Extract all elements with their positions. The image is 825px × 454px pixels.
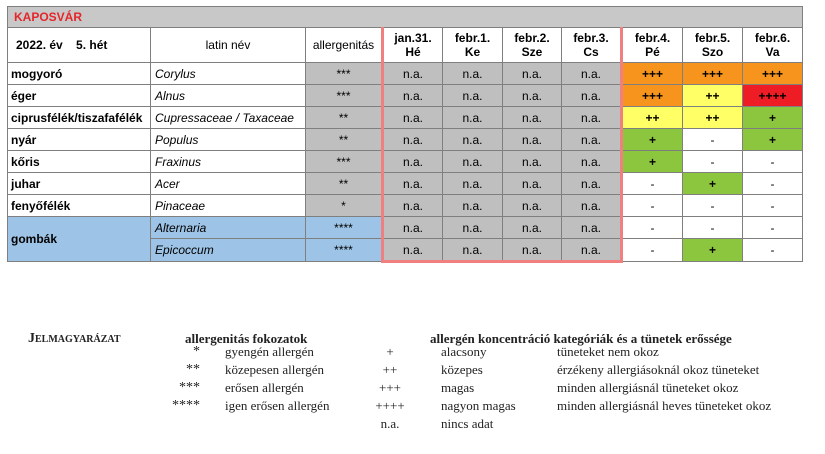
level-cell: n.a. [443,239,503,262]
level-cell: n.a. [503,195,562,217]
day-name: Hé [405,45,421,59]
table-row [8,107,803,129]
table-row [8,63,803,85]
level-cell: n.a. [443,217,503,239]
level-cell: - [622,217,683,239]
day-name: Pé [645,45,660,59]
symptom-effect: tüneteket nem okoz [557,344,659,359]
level-cell: n.a. [562,195,622,217]
plant-rows [8,63,803,217]
day-name: Ke [464,45,481,59]
concentration-label: magas [441,380,475,395]
level-cell: n.a. [383,239,443,262]
concentration-label: nagyon magas [441,398,516,413]
plant-name: nyár [8,129,151,151]
table-row [8,85,803,107]
level-cell: n.a. [562,173,622,195]
level-cell: + [683,239,743,262]
legend-title: Jelmagyarázat [28,331,121,346]
day-date: febr.2. [514,31,550,45]
level-cell: - [683,217,743,239]
day-header [562,28,622,63]
allergenicity-label: közepesen allergén [225,362,325,377]
allergenicity-cell: **** [306,217,383,239]
level-cell: n.a. [443,129,503,151]
allergenicity-label: igen erősen allergén [225,398,330,413]
level-cell: n.a. [503,107,562,129]
week-label: 2022. év 5. hét [8,28,151,63]
table-row [8,129,803,151]
day-name: Cs [583,45,599,59]
allergenicity-cell: ** [306,129,383,151]
day-header [503,28,562,63]
allergenicity-symbol: **** [172,398,200,413]
level-cell: + [622,129,683,151]
allergenicity-cell: *** [306,63,383,85]
table-row [8,195,803,217]
latin-name: Fraxinus [151,151,306,173]
table-header-row [8,28,803,63]
level-cell: - [743,239,803,262]
level-cell: n.a. [443,195,503,217]
level-cell: n.a. [383,151,443,173]
allergenicity-symbol: * [193,344,200,359]
day-header [443,28,503,63]
level-cell: n.a. [562,63,622,85]
level-cell: n.a. [443,63,503,85]
day-header [622,28,683,63]
level-cell: n.a. [383,195,443,217]
allergenicity-cell: *** [306,85,383,107]
level-cell: n.a. [443,107,503,129]
fungi-rows [8,217,803,262]
allergenicity-label: gyengén allergén [225,344,314,359]
level-cell: n.a. [383,129,443,151]
level-cell: - [743,195,803,217]
level-cell: - [622,239,683,262]
legend-row [0,362,825,380]
concentration-symbol: +++ [379,380,401,395]
level-cell: - [683,195,743,217]
day-name: Sze [521,45,543,59]
day-header [683,28,743,63]
concentration-label: közepes [441,362,483,377]
table-row [8,151,803,173]
level-cell: n.a. [443,173,503,195]
plant-name: ciprusfélék/tiszafafélék [8,107,151,129]
level-cell: n.a. [503,151,562,173]
allergenicity-legend-title: allergenitás fokozatok [185,331,308,346]
level-cell: n.a. [503,63,562,85]
level-cell: +++ [683,63,743,85]
level-cell: ++ [683,85,743,107]
latin-name: Alnus [151,85,306,107]
allergenicity-cell: ** [306,173,383,195]
level-cell: n.a. [503,239,562,262]
allergenicity-cell: *** [306,151,383,173]
plant-name: éger [8,85,151,107]
level-cell: n.a. [562,239,622,262]
latin-name: Acer [151,173,306,195]
level-cell: - [622,173,683,195]
allergenicity-label: erősen allergén [225,380,304,395]
level-cell: n.a. [443,151,503,173]
allergenicity-symbol: ** [186,362,200,377]
level-cell: + [683,173,743,195]
level-cell: - [743,217,803,239]
plant-name: kőris [8,151,151,173]
level-cell: +++ [743,63,803,85]
concentration-symbol: n.a. [380,416,400,431]
level-cell: n.a. [503,217,562,239]
pollen-table [7,6,803,263]
legend-row [0,416,825,434]
day-date: febr.6. [754,31,791,45]
level-cell: +++ [622,85,683,107]
latin-name: Populus [151,129,306,151]
level-cell: - [743,173,803,195]
level-cell: + [743,107,803,129]
allergenicity-cell: **** [306,239,383,262]
symptom-effect: minden allergiásnál heves tüneteket okoz [557,398,772,413]
allergenicity-cell: ** [306,107,383,129]
level-cell: n.a. [503,129,562,151]
day-date: febr.4. [634,31,671,45]
latin-name: Cupressaceae / Taxaceae [151,107,306,129]
legend [0,328,825,448]
level-cell: +++ [622,63,683,85]
concentration-label: nincs adat [441,416,494,431]
symptom-effect: érzékeny allergiásoknál okoz tüneteket [557,362,760,377]
day-date: febr.5. [694,31,731,45]
concentration-label: alacsony [441,344,487,359]
level-cell: n.a. [383,217,443,239]
day-date: jan.31. [394,31,432,45]
day-header [743,28,803,63]
level-cell: - [683,151,743,173]
allergenicity-header: allergenitás [306,28,383,63]
level-cell: ++ [622,107,683,129]
level-cell: n.a. [503,85,562,107]
level-cell: n.a. [562,85,622,107]
level-cell: - [622,195,683,217]
level-cell: n.a. [383,63,443,85]
legend-row [0,380,825,398]
table-title-row [8,7,803,28]
level-cell: n.a. [383,173,443,195]
plant-name: fenyőfélék [8,195,151,217]
allergenicity-cell: * [306,195,383,217]
level-cell: ++ [683,107,743,129]
day-date: febr.1. [454,31,491,45]
level-cell: n.a. [562,151,622,173]
concentration-symbol: ++++ [375,398,405,413]
level-cell: n.a. [383,107,443,129]
latin-name: Epicoccum [151,239,306,262]
plant-name: juhar [8,173,151,195]
day-name: Szo [701,45,724,59]
latin-name: Pinaceae [151,195,306,217]
level-cell: n.a. [503,173,562,195]
fungi-group-name: gombák [8,217,151,262]
level-cell: n.a. [443,85,503,107]
latin-name: Corylus [151,63,306,85]
plant-name: mogyoró [8,63,151,85]
day-name: Va [765,45,780,59]
day-date: febr.3. [573,31,609,45]
level-cell: ++++ [743,85,803,107]
latin-name-header: latin név [151,28,306,63]
level-cell: + [622,151,683,173]
table-row [8,217,803,239]
level-cell: n.a. [562,129,622,151]
concentration-legend-title: allergén koncentráció kategóriák és a tünetek erőssége [430,331,732,346]
latin-name: Alternaria [151,217,306,239]
level-cell: - [743,151,803,173]
symptom-effect: minden allergiásnál tüneteket okoz [557,380,739,395]
level-cell: n.a. [383,85,443,107]
day-header [383,28,443,63]
level-cell: + [743,129,803,151]
allergenicity-symbol: *** [179,380,200,395]
level-cell: n.a. [562,107,622,129]
city-title: KAPOSVÁR [8,7,803,28]
level-cell: n.a. [562,217,622,239]
concentration-symbol: + [386,344,394,359]
legend-row [0,344,825,362]
level-cell: - [683,129,743,151]
legend-row [0,398,825,416]
concentration-symbol: ++ [382,362,398,377]
table-row [8,173,803,195]
